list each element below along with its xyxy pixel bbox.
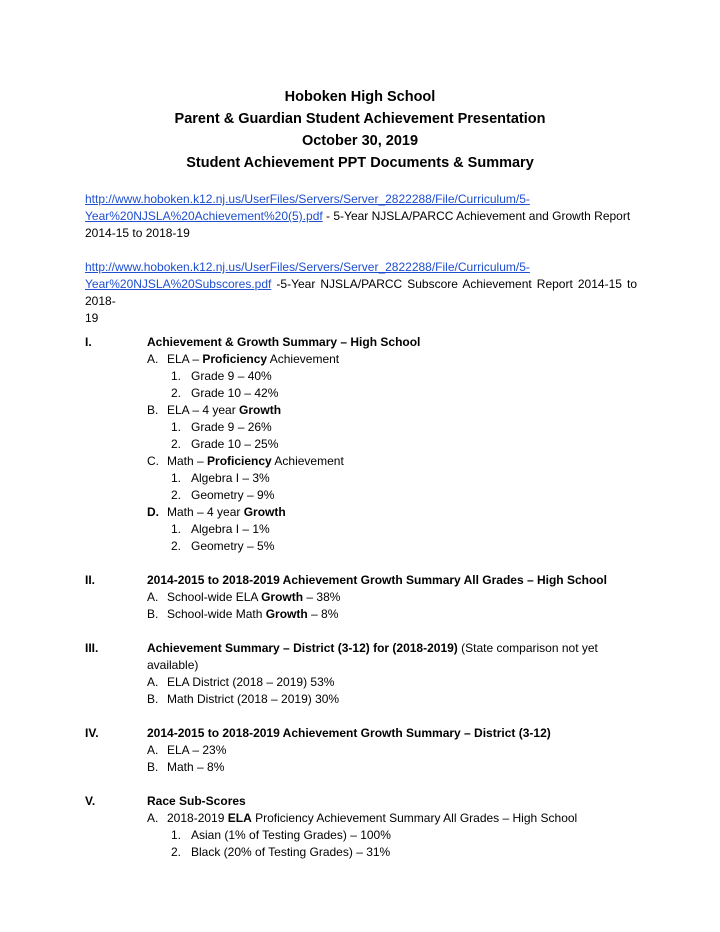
outline-item: B. School-wide Math Growth – 8% <box>147 607 339 621</box>
section-growth-summary-district <box>85 725 645 776</box>
document-subtitle: Student Achievement PPT Documents & Summary <box>186 155 534 171</box>
achievement-report-url[interactable]: http://www.hoboken.k12.nj.us/UserFiles/Servers/Server_2822288/File/Curriculum/5- Year%20NJSLA%20Achievement%20(5).pdf <box>85 192 530 223</box>
event-date: October 30, 2019 <box>301 133 419 149</box>
section-achievement-summary-district <box>85 640 645 708</box>
section-numeral: IV. <box>85 726 99 740</box>
outline-item: B. ELA – 4 year Growth <box>147 403 282 417</box>
outline-subitem: 1. Grade 9 – 40% <box>171 369 272 383</box>
section-numeral: III. <box>85 641 99 655</box>
outline-item: B. Math – 8% <box>147 760 225 774</box>
outline-subitem: 1. Grade 9 – 26% <box>171 420 272 434</box>
section-title: Race Sub-Scores <box>147 794 246 808</box>
outline-item: A. ELA – 23% <box>147 743 227 757</box>
document-links <box>85 191 637 344</box>
achievement-report-link-paragraph <box>85 191 637 242</box>
outline-subitem: 2. Geometry – 5% <box>171 539 275 553</box>
outline-item: A. ELA – Proficiency Achievement <box>147 352 340 366</box>
section-numeral: II. <box>85 573 96 587</box>
school-name: Hoboken High School <box>284 89 436 105</box>
subscore-report-description: -5-Year NJSLA/PARCC Subscore Achievement Report 2014-15 to 2018- <box>85 277 637 308</box>
outline-subitem: 2. Grade 10 – 42% <box>171 386 279 400</box>
section-achievement-growth-high-school <box>85 334 645 555</box>
outline-item: A. 2018-2019 ELA Proficiency Achievement Summary All Grades – High School <box>147 811 578 825</box>
event-title: Parent & Guardian Student Achievement Presentation <box>174 111 546 127</box>
section-title: 2014-2015 to 2018-2019 Achievement Growth Summary – District (3-12) <box>147 726 551 740</box>
outline-subitem: 1. Algebra I – 3% <box>171 471 270 485</box>
outline-subitem: 2. Geometry – 9% <box>171 488 275 502</box>
achievement-report-description: - 5-Year NJSLA/PARCC Achievement and Growth Report <box>322 209 631 223</box>
outline-subitem: 2. Black (20% of Testing Grades) – 31% <box>171 845 391 859</box>
outline-item: B. Math District (2018 – 2019) 30% <box>147 692 340 706</box>
document-title-block <box>0 86 720 174</box>
outline-subitem: 1. Algebra I – 1% <box>171 522 270 536</box>
subscore-report-years: 19 <box>85 311 99 325</box>
outline-item: A. ELA District (2018 – 2019) 53% <box>147 675 335 689</box>
outline-item: C. Math – Proficiency Achievement <box>147 454 344 468</box>
section-title: Achievement Summary – District (3-12) for (2018-2019) <box>147 641 458 655</box>
section-title: 2014-2015 to 2018-2019 Achievement Growth Summary All Grades – High School <box>147 573 607 587</box>
outline-item: D. Math – 4 year Growth <box>147 505 286 519</box>
section-numeral: V. <box>85 794 96 808</box>
summary-outline <box>85 334 645 878</box>
subscore-report-url[interactable]: http://www.hoboken.k12.nj.us/UserFiles/Servers/Server_2822288/File/Curriculum/5- Year%20NJSLA%20Subscores.pdf <box>85 260 530 291</box>
section-title: Achievement & Growth Summary – High School <box>147 335 421 349</box>
subscore-report-link-paragraph <box>85 259 637 327</box>
section-growth-summary-all-grades <box>85 572 645 623</box>
section-race-sub-scores <box>85 793 645 861</box>
section-note: (State comparison not yet available) <box>147 641 598 672</box>
outline-subitem: 2. Grade 10 – 25% <box>171 437 279 451</box>
outline-subitem: 1. Asian (1% of Testing Grades) – 100% <box>171 828 391 842</box>
outline-item: A. School-wide ELA Growth – 38% <box>147 590 341 604</box>
section-numeral: I. <box>85 335 92 349</box>
achievement-report-years: 2014-15 to 2018-19 <box>85 226 190 240</box>
